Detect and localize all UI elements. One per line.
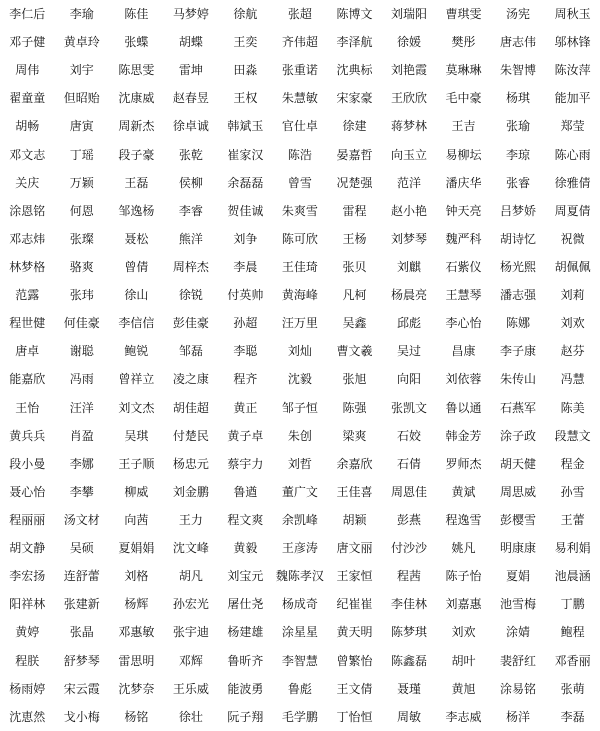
name-cell: 杨光熙 xyxy=(500,260,537,275)
name-cell: 吕梦娇 xyxy=(500,203,537,218)
name-cell: 但昭贻 xyxy=(63,91,100,106)
name-cell: 向玉立 xyxy=(390,147,427,162)
name-cell: 涂子政 xyxy=(500,428,537,443)
name-cell: 纪崔崔 xyxy=(336,597,373,612)
name-cell: 能波勇 xyxy=(227,681,264,696)
name-cell: 刘嘉惠 xyxy=(445,597,482,612)
name-cell: 夏娟娟 xyxy=(118,541,155,556)
name-cell: 张超 xyxy=(287,7,312,22)
name-cell: 彭燕 xyxy=(396,513,421,528)
name-cell: 丁鹏 xyxy=(560,597,585,612)
name-cell: 王慧琴 xyxy=(445,288,482,303)
name-cell: 聂瑾 xyxy=(396,681,421,696)
name-cell: 胡诗忆 xyxy=(500,231,537,246)
name-cell: 夏娟 xyxy=(506,569,531,584)
name-cell: 曹文羲 xyxy=(336,344,373,359)
name-cell: 钟天亮 xyxy=(445,203,482,218)
name-cell: 徐建 xyxy=(342,119,367,134)
name-cell: 晏嘉哲 xyxy=(336,147,373,162)
name-cell: 刘灿 xyxy=(287,344,312,359)
name-cell: 李宏扬 xyxy=(9,569,46,584)
name-cell: 翟童童 xyxy=(9,91,46,106)
name-cell: 池雪梅 xyxy=(500,597,537,612)
name-cell: 柳威 xyxy=(124,484,149,499)
name-cell: 曾繁怡 xyxy=(336,653,373,668)
name-cell: 姚凡 xyxy=(451,541,476,556)
name-cell: 刘争 xyxy=(233,231,258,246)
name-cell: 范露 xyxy=(15,288,40,303)
name-cell: 马梦婷 xyxy=(172,7,209,22)
name-cell: 杨洋 xyxy=(506,709,531,724)
name-cell: 陈强 xyxy=(342,400,367,415)
name-cell: 刘梦琴 xyxy=(390,231,427,246)
name-cell: 雷坤 xyxy=(178,63,203,78)
name-cell: 余凯峰 xyxy=(281,513,318,528)
name-cell: 周梓杰 xyxy=(172,260,209,275)
name-cell: 邹子恒 xyxy=(281,400,318,415)
name-cell: 黄旭 xyxy=(451,681,476,696)
name-cell: 胡叶 xyxy=(451,653,476,668)
name-cell: 阮子翔 xyxy=(227,709,264,724)
name-cell: 贺佳诚 xyxy=(227,203,264,218)
name-cell: 张蝶 xyxy=(124,35,149,50)
name-cell: 戈小梅 xyxy=(63,709,100,724)
name-cell: 朱创 xyxy=(287,428,312,443)
name-cell: 邓辉 xyxy=(178,653,203,668)
name-cell: 唐文丽 xyxy=(336,541,373,556)
name-cell: 林梦格 xyxy=(9,260,46,275)
name-cell: 吴过 xyxy=(396,344,421,359)
name-cell: 潘志强 xyxy=(500,288,537,303)
name-cell: 程茜 xyxy=(396,569,421,584)
name-cell: 赵小艳 xyxy=(390,203,427,218)
name-cell: 彭樱雪 xyxy=(500,513,537,528)
name-cell: 唐志伟 xyxy=(500,35,537,50)
name-cell: 李睿 xyxy=(178,203,203,218)
name-cell: 杨忠元 xyxy=(172,456,209,471)
name-cell: 李瑜 xyxy=(69,7,94,22)
name-cell: 万颖 xyxy=(69,175,94,190)
name-cell: 付英帅 xyxy=(227,288,264,303)
name-cell: 孙雪 xyxy=(560,484,585,499)
name-cell: 涂星星 xyxy=(281,625,318,640)
name-cell: 黄海峰 xyxy=(281,288,318,303)
name-cell: 陈子怡 xyxy=(445,569,482,584)
name-cell: 张晶 xyxy=(69,625,94,640)
name-cell: 邓志炜 xyxy=(9,231,46,246)
name-cell: 邓子健 xyxy=(9,35,46,50)
name-cell: 李子康 xyxy=(500,344,537,359)
name-cell: 李攀 xyxy=(69,484,94,499)
name-cell: 田淼 xyxy=(233,63,258,78)
name-cell: 曾祥立 xyxy=(118,372,155,387)
name-cell: 郑莹 xyxy=(560,119,585,134)
name-cell: 段小曼 xyxy=(9,456,46,471)
name-cell: 张建新 xyxy=(63,597,100,612)
name-cell: 段慧文 xyxy=(554,428,591,443)
name-cell: 凌之康 xyxy=(172,372,209,387)
name-cell: 王文倩 xyxy=(336,681,373,696)
name-cell: 王家恒 xyxy=(336,569,373,584)
name-cell: 石姣 xyxy=(396,428,421,443)
name-cell: 陈鑫磊 xyxy=(390,653,427,668)
name-cell: 周夏倩 xyxy=(554,203,591,218)
name-cell: 段子豪 xyxy=(118,147,155,162)
name-cell: 赵春昱 xyxy=(172,91,209,106)
name-cell: 杨铭 xyxy=(124,709,149,724)
name-cell: 鲁昕齐 xyxy=(227,653,264,668)
name-cell: 陈思雯 xyxy=(118,63,155,78)
name-cell: 陈美 xyxy=(560,400,585,415)
name-cell: 石燕军 xyxy=(500,400,537,415)
name-cell: 张旭 xyxy=(342,372,367,387)
name-cell: 王子顺 xyxy=(118,456,155,471)
name-cell: 李佳林 xyxy=(390,597,427,612)
name-cell: 胡蝶 xyxy=(178,35,203,50)
name-cell: 孙宏光 xyxy=(172,597,209,612)
name-cell: 侯柳 xyxy=(178,175,203,190)
name-cell: 魏严科 xyxy=(445,231,482,246)
name-cell: 陈娜 xyxy=(506,316,531,331)
name-cell: 汤文材 xyxy=(63,513,100,528)
name-cell: 朱传山 xyxy=(500,372,537,387)
name-cell: 周思威 xyxy=(500,484,537,499)
name-cell: 赵芬 xyxy=(560,344,585,359)
name-cell: 胡颖 xyxy=(342,513,367,528)
name-cell: 祝微 xyxy=(560,231,585,246)
name-cell: 谢聪 xyxy=(69,344,94,359)
name-cell: 胡天健 xyxy=(500,456,537,471)
name-cell: 张重诺 xyxy=(281,63,318,78)
name-cell: 况楚强 xyxy=(336,175,373,190)
name-cell: 蒋梦林 xyxy=(390,119,427,134)
name-cell: 齐伟超 xyxy=(281,35,318,50)
name-cell: 沈典标 xyxy=(336,63,373,78)
name-cell: 向阳 xyxy=(396,372,421,387)
name-cell: 骆爽 xyxy=(69,260,94,275)
name-cell: 韩斌玉 xyxy=(227,119,264,134)
name-cell: 徐媛 xyxy=(396,35,421,50)
name-cell: 黄卓玲 xyxy=(63,35,100,50)
name-cell: 邹逸杨 xyxy=(118,203,155,218)
name-cell: 陈可欣 xyxy=(281,231,318,246)
name-cell: 何佳豪 xyxy=(63,316,100,331)
name-cell: 崔家汉 xyxy=(227,147,264,162)
name-cell: 莫琳琳 xyxy=(445,63,482,78)
name-cell: 黄兵兵 xyxy=(9,428,46,443)
name-cell: 胡文静 xyxy=(9,541,46,556)
name-cell: 涂婧 xyxy=(506,625,531,640)
name-cell: 丁怡恒 xyxy=(336,709,373,724)
name-cell: 邓惠敏 xyxy=(118,625,155,640)
name-cell: 王彦涛 xyxy=(281,541,318,556)
name-cell: 石紫仪 xyxy=(445,260,482,275)
name-cell: 鲁彪 xyxy=(287,681,312,696)
name-cell: 李娜 xyxy=(69,456,94,471)
name-cell: 王佳喜 xyxy=(336,484,373,499)
name-cell: 黄子卓 xyxy=(227,428,264,443)
name-cell: 鲍程 xyxy=(560,625,585,640)
name-cell: 汪万里 xyxy=(281,316,318,331)
name-cell: 冯雨 xyxy=(69,372,94,387)
name-cell: 鲁以通 xyxy=(445,400,482,415)
name-cell: 李信信 xyxy=(118,316,155,331)
name-cell: 黄正 xyxy=(233,400,258,415)
name-cell: 涂易铭 xyxy=(500,681,537,696)
name-cell: 刘欢 xyxy=(560,316,585,331)
name-cell: 程齐 xyxy=(233,372,258,387)
name-cell: 王蕾 xyxy=(560,513,585,528)
name-cell: 易柳坛 xyxy=(445,147,482,162)
name-cell: 黄天明 xyxy=(336,625,373,640)
name-cell: 丁瑶 xyxy=(69,147,94,162)
name-cell: 张萌 xyxy=(560,681,585,696)
name-cell: 李智慧 xyxy=(281,653,318,668)
name-cell: 曾雪 xyxy=(287,175,312,190)
name-cell: 凡柯 xyxy=(342,288,367,303)
name-cell: 孙超 xyxy=(233,316,258,331)
name-cell: 韩金芳 xyxy=(445,428,482,443)
name-cell: 胡佩佩 xyxy=(554,260,591,275)
name-cell: 王力 xyxy=(178,513,203,528)
name-cell: 董广文 xyxy=(281,484,318,499)
name-cell: 张贝 xyxy=(342,260,367,275)
name-cell: 熊洋 xyxy=(178,231,203,246)
name-cell: 黄婷 xyxy=(15,625,40,640)
name-cell: 张乾 xyxy=(178,147,203,162)
name-cell: 吴鑫 xyxy=(342,316,367,331)
name-cell: 杨辉 xyxy=(124,597,149,612)
name-cell: 张凯文 xyxy=(390,400,427,415)
name-cell: 雷程 xyxy=(342,203,367,218)
name-cell: 宋家豪 xyxy=(336,91,373,106)
name-cell: 李泽航 xyxy=(336,35,373,50)
name-cell: 邓文志 xyxy=(9,147,46,162)
name-cell: 裴舒红 xyxy=(500,653,537,668)
name-cell: 徐雅倩 xyxy=(554,175,591,190)
name-cell: 官仕卓 xyxy=(281,119,318,134)
name-cell: 张玮 xyxy=(69,288,94,303)
name-cell: 陈浩 xyxy=(287,147,312,162)
name-cell: 程金 xyxy=(560,456,585,471)
name-cell: 明康康 xyxy=(500,541,537,556)
name-cell: 王怡 xyxy=(15,400,40,415)
name-cell: 能加平 xyxy=(554,91,591,106)
name-cell: 杨琪 xyxy=(506,91,531,106)
name-cell: 张睿 xyxy=(506,175,531,190)
name-cell: 周敏 xyxy=(396,709,421,724)
name-cell: 刘瑞阳 xyxy=(390,7,427,22)
name-cell: 李琼 xyxy=(506,147,531,162)
name-cell: 曹琪雯 xyxy=(445,7,482,22)
name-cell: 王佳琦 xyxy=(281,260,318,275)
name-cell: 沈梦奈 xyxy=(118,681,155,696)
name-cell: 雷思明 xyxy=(118,653,155,668)
name-cell: 范洋 xyxy=(396,175,421,190)
name-cell: 程逸雪 xyxy=(445,513,482,528)
name-cell: 屠仕尧 xyxy=(227,597,264,612)
name-cell: 胡畅 xyxy=(15,119,40,134)
name-cell: 樊彤 xyxy=(451,35,476,50)
name-cell: 李志威 xyxy=(445,709,482,724)
name-cell: 徐卓诚 xyxy=(172,119,209,134)
name-cell: 朱智博 xyxy=(500,63,537,78)
name-cell: 王权 xyxy=(233,91,258,106)
name-cell: 彭佳豪 xyxy=(172,316,209,331)
name-cell: 胡佳超 xyxy=(172,400,209,415)
name-cell: 张宇迪 xyxy=(172,625,209,640)
name-cell: 程丽丽 xyxy=(9,513,46,528)
name-cell: 向茜 xyxy=(124,513,149,528)
name-cell: 徐航 xyxy=(233,7,258,22)
name-cell: 徐壮 xyxy=(178,709,203,724)
name-cell: 余嘉欣 xyxy=(336,456,373,471)
name-cell: 聂心怡 xyxy=(9,484,46,499)
name-cell: 程朕 xyxy=(15,653,40,668)
name-cell: 毛中豪 xyxy=(445,91,482,106)
name-cell: 邱彪 xyxy=(396,316,421,331)
name-cell: 李心怡 xyxy=(445,316,482,331)
name-cell: 邹磊 xyxy=(178,344,203,359)
name-cell: 石倩 xyxy=(396,456,421,471)
name-cell: 潘庆华 xyxy=(445,175,482,190)
name-cell: 李仁后 xyxy=(9,7,46,22)
name-cell: 胡凡 xyxy=(178,569,203,584)
name-cell: 王杨 xyxy=(342,231,367,246)
name-cell: 陈汝萍 xyxy=(554,63,591,78)
name-cell: 曾倩 xyxy=(124,260,149,275)
name-cell: 阳祥林 xyxy=(9,597,46,612)
name-cell: 朱慧敏 xyxy=(281,91,318,106)
name-cell: 刘莉 xyxy=(560,288,585,303)
name-cell: 唐寅 xyxy=(69,119,94,134)
name-cell: 沈文峰 xyxy=(172,541,209,556)
name-cell: 陈梦琪 xyxy=(390,625,427,640)
name-cell: 周伟 xyxy=(15,63,40,78)
name-cell: 梁爽 xyxy=(342,428,367,443)
name-cell: 刘麒 xyxy=(396,260,421,275)
name-cell: 沈毅 xyxy=(287,372,312,387)
name-cell: 罗师杰 xyxy=(445,456,482,471)
name-cell: 关庆 xyxy=(15,175,40,190)
name-cell: 能嘉欣 xyxy=(9,372,46,387)
name-cell: 王欣欣 xyxy=(390,91,427,106)
name-cell: 涂恩铭 xyxy=(9,203,46,218)
name-cell: 何恩 xyxy=(69,203,94,218)
name-cell: 杨成奇 xyxy=(281,597,318,612)
name-cell: 鲍锐 xyxy=(124,344,149,359)
name-cell: 池晨涵 xyxy=(554,569,591,584)
name-cell: 徐山 xyxy=(124,288,149,303)
name-cell: 刘宇 xyxy=(69,63,94,78)
name-cell: 杨建雄 xyxy=(227,625,264,640)
name-cell: 宋云霞 xyxy=(63,681,100,696)
name-cell: 刘欢 xyxy=(451,625,476,640)
name-cell: 冯慧 xyxy=(560,372,585,387)
name-cell: 付楚民 xyxy=(172,428,209,443)
name-cell: 汤宪 xyxy=(506,7,531,22)
name-cell: 陈博文 xyxy=(336,7,373,22)
name-cell: 朱爽雪 xyxy=(281,203,318,218)
name-cell: 刘依蓉 xyxy=(445,372,482,387)
name-cell: 黄斌 xyxy=(451,484,476,499)
name-cell: 李晨 xyxy=(233,260,258,275)
name-cell: 蔡宇力 xyxy=(227,456,264,471)
name-cell: 王吉 xyxy=(451,119,476,134)
name-cell: 唐卓 xyxy=(15,344,40,359)
name-cell: 张璨 xyxy=(69,231,94,246)
name-cell: 刘哲 xyxy=(287,456,312,471)
name-cell: 王奕 xyxy=(233,35,258,50)
name-cell: 肖盈 xyxy=(69,428,94,443)
name-cell: 程世健 xyxy=(9,316,46,331)
name-cell: 王磊 xyxy=(124,175,149,190)
name-cell: 鲁遒 xyxy=(233,484,258,499)
name-cell: 周秋玉 xyxy=(554,7,591,22)
name-cell: 杨晨亮 xyxy=(390,288,427,303)
name-cell: 魏陈孝汉 xyxy=(275,569,324,584)
name-cell: 舒梦琴 xyxy=(63,653,100,668)
name-cell: 毛学鹏 xyxy=(281,709,318,724)
name-cell: 李聪 xyxy=(233,344,258,359)
name-cell: 周新杰 xyxy=(118,119,155,134)
name-cell: 余磊磊 xyxy=(227,175,264,190)
name-cell: 王乐威 xyxy=(172,681,209,696)
name-cell: 黄毅 xyxy=(233,541,258,556)
name-cell: 程文爽 xyxy=(227,513,264,528)
name-cell: 刘宝元 xyxy=(227,569,264,584)
name-cell: 沈恵然 xyxy=(9,709,46,724)
name-cell: 吴硕 xyxy=(69,541,94,556)
name-cell: 邬林锋 xyxy=(554,35,591,50)
name-cell: 昌康 xyxy=(451,344,476,359)
name-cell: 易利娟 xyxy=(554,541,591,556)
name-cell: 聂松 xyxy=(124,231,149,246)
name-cell: 连舒蕾 xyxy=(63,569,100,584)
name-cell: 张瑜 xyxy=(506,119,531,134)
name-cell: 徐锐 xyxy=(178,288,203,303)
name-cell: 杨雨婷 xyxy=(9,681,46,696)
name-cell: 李磊 xyxy=(560,709,585,724)
name-cell: 刘金鹏 xyxy=(172,484,209,499)
name-cell: 付沙沙 xyxy=(390,541,427,556)
name-cell: 周恩佳 xyxy=(390,484,427,499)
name-cell: 吴琪 xyxy=(124,428,149,443)
name-cell: 刘艳霞 xyxy=(390,63,427,78)
name-cell: 汪洋 xyxy=(69,400,94,415)
name-cell: 刘文杰 xyxy=(118,400,155,415)
name-cell: 陈心雨 xyxy=(554,147,591,162)
name-cell: 沈康威 xyxy=(118,91,155,106)
name-cell: 刘格 xyxy=(124,569,149,584)
name-cell: 陈佳 xyxy=(124,7,149,22)
name-cell: 邓香丽 xyxy=(554,653,591,668)
